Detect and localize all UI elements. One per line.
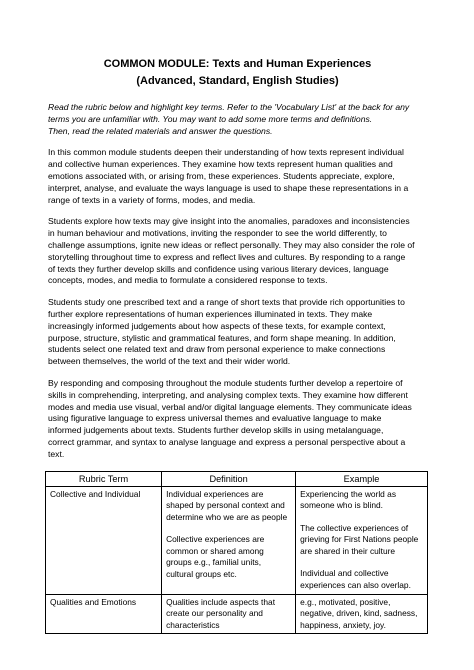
title-line-2: (Advanced, Standard, English Studies) <box>136 75 339 87</box>
text-line: using figurative language to express universal themes and evaluative language to make <box>48 413 382 424</box>
text-line: increasingly informed judgements about how aspects of these texts, for example context, <box>48 320 386 331</box>
text-line: common or shared among <box>166 545 264 556</box>
paragraph-4 <box>48 378 427 461</box>
text-line: happiness, anxiety, joy. <box>300 619 386 630</box>
text-line: Students study one prescribed text and a range of short texts that provide rich opportunities to <box>48 297 405 308</box>
text-line: further explore representations of human experiences illuminated in texts. They make <box>48 308 373 319</box>
table-header-row <box>46 471 428 486</box>
text-line: cultural groups etc. <box>166 569 237 580</box>
text-line: are shared in their culture <box>300 545 396 556</box>
text-line: informed judgements about texts. Students further develop skills in using metalanguage, <box>48 425 384 436</box>
text-line: determine who we are as people <box>166 511 288 522</box>
text-line: grieving for First Nations people <box>300 534 419 545</box>
text-line: experiences can also overlap. <box>300 580 411 591</box>
text-line: storytelling throughout time to express and reflect lives and cultures. By responding to a range <box>48 251 406 262</box>
term-cell <box>46 594 162 634</box>
definition-cell <box>162 486 296 594</box>
term-text: Collective and Individual <box>50 488 141 499</box>
table-row <box>46 486 428 594</box>
table-row <box>46 594 428 634</box>
text-line: e.g., motivated, positive, <box>300 596 391 607</box>
text-line: text. <box>48 448 65 459</box>
definition-cell <box>162 594 296 634</box>
text-line: The collective experiences of <box>300 522 409 533</box>
text-line: someone who is blind. <box>300 500 383 511</box>
text-line: range of texts in a variety of forms, modes, and media. <box>48 194 256 205</box>
text-line: Experiencing the world as <box>300 488 397 499</box>
text-line: between themselves, the world of the text and their wider world. <box>48 356 291 367</box>
text-line: Qualities include aspects that <box>166 596 276 607</box>
paragraph-2 <box>48 216 427 287</box>
text-line: challenge assumptions, ignite new ideas or reflect personally. They may also consider the role of <box>48 239 415 250</box>
page-title <box>48 56 427 90</box>
intro-line: Read the rubric below and highlight key terms. Refer to the 'Vocabulary List' at the back for any <box>48 102 410 112</box>
text-line: students select one related text and draw from personal experience to make connections <box>48 344 386 355</box>
text-line: Collective experiences are <box>166 534 265 545</box>
text-line: Individual experiences are <box>166 488 264 499</box>
term-text: Qualities and Emotions <box>50 596 137 607</box>
text-line: create our personality and <box>166 608 263 619</box>
rubric-table <box>45 471 428 635</box>
text-line: interpret, analyse, and evaluate the ways language is used to shape these representations in a <box>48 182 409 193</box>
column-header-example: Example <box>296 471 428 486</box>
text-line: purpose, structure, stylistic and grammatical features, and form shape meaning. In addition, <box>48 332 396 343</box>
example-cell <box>296 486 428 594</box>
paragraph-3 <box>48 297 427 368</box>
text-line: in human behaviour and motivations, inviting the responder to see the world differently, to <box>48 228 387 239</box>
instructions <box>48 102 427 137</box>
text-line: Individual and collective <box>300 568 389 579</box>
text-line: emotions associated with, or arising from, these experiences. Students appreciate, explore, <box>48 170 395 181</box>
text-line: and collective human experiences. They examine how texts represent human qualities and <box>48 159 393 170</box>
text-line: shaped by personal context and <box>166 500 285 511</box>
column-header-definition: Definition <box>162 471 296 486</box>
text-line: groups e.g., familial units, <box>166 557 262 568</box>
text-line: In this common module students deepen their understanding of how texts represent individual <box>48 147 404 158</box>
text-line: correct grammar, and syntax to analyse language and express a personal perspective about a <box>48 436 406 447</box>
text-line: characteristics <box>166 619 220 630</box>
intro-line: terms you are unfamiliar with. You may want to add some more terms and definitions. <box>48 113 373 124</box>
intro-line: Then, read the related materials and answer the questions. <box>48 125 273 136</box>
text-line: By responding and composing throughout the module students further develop a repertoire of <box>48 377 403 388</box>
text-line: Students explore how texts may give insight into the anomalies, paradoxes and inconsistencies <box>48 216 410 227</box>
title-line-1: COMMON MODULE: Texts and Human Experiences <box>103 58 372 70</box>
text-line: negative, driven, kind, sadness, <box>300 608 418 619</box>
text-line: modes and media use visual, verbal and/or digital language elements. They communicate ideas <box>48 401 412 412</box>
paragraph-1 <box>48 147 427 206</box>
text-line: of texts they further develop skills and confidence using various literary devices, language <box>48 263 389 274</box>
term-cell <box>46 486 162 594</box>
text-line: skills in comprehending, interpreting, and analysing complex texts. They examine how different <box>48 389 408 400</box>
column-header-term: Rubric Term <box>46 471 162 486</box>
example-cell <box>296 594 428 634</box>
text-line: concepts, modes, and media to formulate a considered response to texts. <box>48 275 328 286</box>
